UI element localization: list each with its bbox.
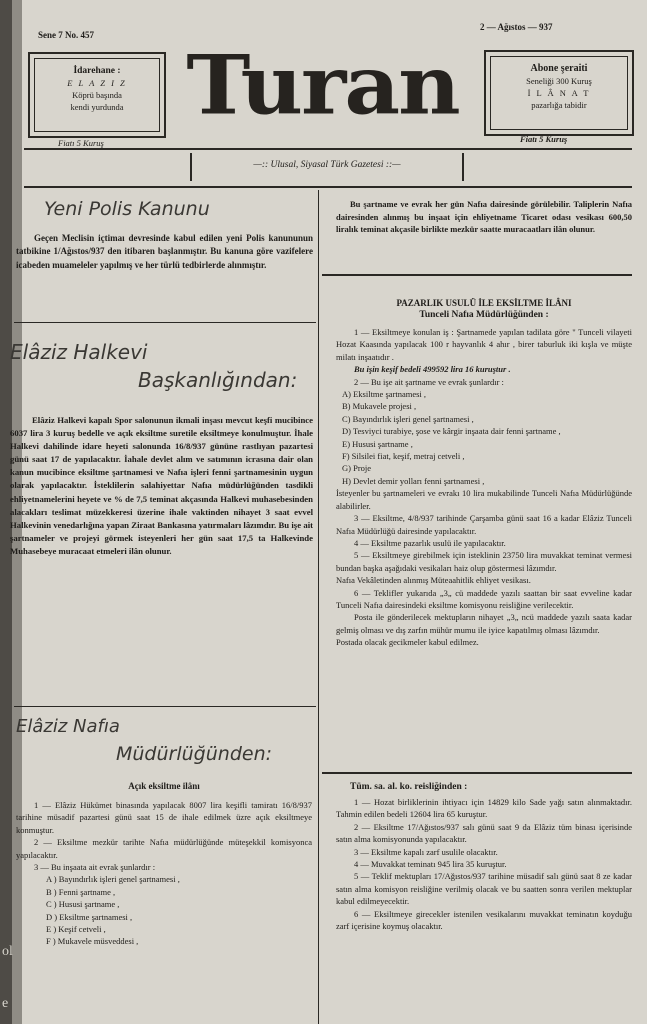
article-list [16, 799, 312, 948]
list-item: 2 — Bu işe ait şartname ve evrak şunlardır : [354, 376, 504, 387]
article-body: Geçen Meclisin içtimaı devresinde kabul edilen yeni Polis kanununun tatbikine 1/Ağıstos/937 den itibaren başlanmıştır. Bu kanuna göre vazifelere icabeden muameleler yapılmış ve her türlü tedbirlerde alınmıştır. [16, 233, 313, 270]
article-tunceli-nafia [336, 298, 632, 649]
column-divider [318, 190, 319, 1024]
list-item: 6 — Eksiltmeye girecekler istenilen vesikalarını muvakkat teminatın koyduğu zarf içerisine koymuş olacaktır. [336, 908, 632, 932]
article-title: PAZARLIK USULÜ İLE EKSİLTME İLÂNI [396, 298, 572, 308]
list-item: F) Silsilei fiat, keşif, metraj cetveli , [342, 451, 465, 462]
list-item: A ) Bayındırlık işleri genel şartnamesi , [46, 874, 180, 885]
article-halkevi [10, 340, 313, 558]
tagline: —:: Ulusal, Siyasal Türk Gazetesi ::— [253, 160, 401, 170]
list-item: 3 — Eksiltme, 4/8/937 tarihinde Çarşamba günü saat 16 a kadar Elâziz Tunceli Nafıa Müdürlüğü dairesinde yapılacaktır. [336, 513, 632, 536]
article-separator [322, 274, 632, 276]
list-item: 2 — Eksiltme mezkür tarihte Nafıa müdürlüğünde müteşekkil komisyonca yapılacaktır. [16, 837, 312, 860]
list-item: D) Tesviyci turabiye, şose ve kârgir inşaata dair fenni şartname , [342, 426, 561, 437]
list-item: 4 — Muvakkat teminatı 945 lira 35 kuruştur. [354, 859, 507, 870]
list-item: B) Mukavele projesi , [342, 401, 417, 412]
admin-line-4: kendi yurdunda [70, 102, 124, 112]
masthead-rule-bottom [24, 186, 632, 188]
list-item: F ) Mukavele müsveddesi , [46, 936, 139, 947]
list-item: E) Hususi şartname , [342, 438, 413, 449]
list-item: 5 — Teklif mektupları 17/Ağıstos/937 tarihine müsadif salı günü saat 8 ze kadar satın alma komisyon reisliğine verilmiş olacak ve bu saatten sonra verilen mektuplar kabul edilmeyecektir. [336, 871, 632, 907]
price-right: Fiatı 5 Kuruş [520, 134, 568, 144]
list-item: B ) Fenni şartname , [46, 886, 116, 897]
article-continued-notice [336, 198, 632, 236]
list-item: A) Eksiltme şartnamesi , [342, 389, 427, 400]
article-heading: Tüm. sa. al. ko. reisliğinden : [350, 782, 468, 792]
sub-line-2: Seneliği 300 Kuruş [526, 76, 592, 86]
article-list [336, 796, 632, 932]
list-item: 1 — Eksiltmeye konulan iş : Şartnamede yapılan tadilata göre " Tunceli vilayeti Hozat Kaasında yapılacak 100 r hayvanlık 4 ahır , birer taburluk iki kışla ve müşte milatı inşaatıdır . [336, 327, 632, 362]
margin-fragment: ol [2, 944, 13, 959]
article-body: Bu şartname ve evrak her gün Nafıa dairesinde görülebilir. Taliplerin Nafıa dairesinden alınmış bu inşaat için ehliyetname Ticaret odası vesikası 600,50 liralık teminat akçasile birlikte mezkür saatte muracaatları ilân olunur. [336, 199, 632, 234]
article-nafia-elaziz [16, 716, 312, 948]
list-item: Postada olacak gecikmeler kabul edilmez. [336, 637, 479, 648]
list-item: E ) Keşif cetveli , [46, 924, 106, 935]
article-subheading: Müdürlüğünden: [116, 743, 273, 765]
issue-number: Sene 7 No. 457 [38, 30, 94, 40]
list-item: 6 — Teklifler yukarıda „3„ cü maddede yazılı saattan bir saat evveline kadar Tunceli Nafıa dairesindeki eksiltme komisyonu reisliğine verilecektir. [336, 587, 632, 610]
margin-fragment: e [2, 996, 9, 1011]
list-item: G) Proje [342, 463, 372, 474]
subscription-box [484, 50, 634, 136]
sub-line-1: Abone şeraiti [530, 63, 588, 74]
list-item: H) Devlet demir yolları fenni şartnamesi , [342, 475, 485, 486]
article-subheading: Başkanlığından: [138, 368, 298, 392]
list-item: C ) Hususi şartname , [46, 899, 120, 910]
sub-line-3: İ L Â N A T [527, 88, 591, 98]
issue-date: 2 — Ağıstos — 937 [480, 22, 553, 32]
article-heading: Yeni Polis Kanunu [44, 198, 210, 220]
list-item: Posta ile gönderilecek mektupların nihayet „3„ ncü maddede yazılı saata kadar gelmiş olması ve dış zarfın mühür mumu ile iyice kapatılmış olması lâzımdır. [336, 612, 632, 635]
list-item: Bu işin keşif bedeli 499592 lira 16 kuruştur . [354, 364, 511, 375]
admin-line-2: E L A Z I Z [67, 78, 127, 88]
article-title: Açık eksiltme ilânı [128, 781, 200, 791]
list-item: İsteyenler bu şartnameleri ve evrakı 10 lira mukabilinde Tunceli Nafıa Müdürlüğünde alabilirler. [336, 488, 632, 511]
tagline-box [190, 153, 464, 181]
admin-line-3: Köprü başında [72, 90, 122, 100]
article-heading: Elâziz Halkevi [10, 340, 148, 364]
masthead-rule-top [24, 148, 632, 150]
price-left: Fiatı 5 Kuruş [58, 138, 104, 148]
sub-line-4: pazarlığa tabidir [531, 100, 587, 110]
article-separator [14, 322, 316, 323]
list-item: 4 — Eksiltme pazarlık usulü ile yapılacaktır. [354, 537, 506, 548]
article-separator [14, 706, 316, 707]
article-heading: Elâziz Nafıa [16, 716, 120, 737]
list-item: D ) Eksiltme şartnamesi , [46, 911, 133, 922]
list-item: 3 — Bu inşaata ait evrak şunlardır : [34, 862, 156, 873]
admin-line-1: İdarehane : [73, 66, 121, 76]
article-separator [322, 772, 632, 774]
list-item: 2 — Eksiltme 17/Ağıstos/937 salı günü saat 9 da Elâziz tüm binası içerisinde satın alma komisyonunda yapılacaktır. [336, 821, 632, 845]
article-yeni-polis [16, 198, 313, 272]
article-list [336, 326, 632, 649]
list-item: C) Bayındırlık işleri genel şartnamesi , [342, 413, 474, 424]
newspaper-title: Turan [186, 37, 459, 134]
admin-box [28, 52, 166, 138]
article-body: Elâziz Halkevi kapalı Spor salonunun ikmali inşası mevcut keşfi mucibince 6037 lira 3 kuruş bedelle ve açık eksiltme suretile eksiltmeye konulmuştur. İhale Halkevi dahilinde idare heyeti salonunda 16/8/937 gününe rastlıyan pazartesi günü saat 17 de yapılacaktır. İahale devlet alım ve satımının icrasına dair olan kanun mucibince eksiltme şartnamesi ve Nafıa işleri fenni şartnamesinin uygun olarak yapılacaktır. İsteklilerin salahiyettar Nafıa müdürlüğünden tasdikli ehliyetnamelerini heyete ve % de 7,5 teminat akçasında Halkevi muhasebesinden alacakları teslimat müzekkeresi üzerine ihale vaktinden nihayet 3 saat evvel Halkevinin venedarlığına yapan Ziraat Bankasına yatırmaları lâzımdır. Bu işe ait şartnameler ve projeyi görmek isteyenleri her gün saat 17,5 ta Halkevinde Muhasebeye muracaat etmeleri ilân olunur. [10, 415, 313, 556]
list-item: 3 — Eksiltme kapalı zarf usulile olacaktır. [354, 846, 498, 857]
list-item: Nafıa Vekâletinden alınmış Müteaahitlik ehliyet vesikası. [336, 575, 531, 586]
article-subheading: Tunceli Nafıa Müdürlüğünden : [419, 310, 549, 320]
list-item: 5 — Eksiltmeye girebilmek için isteklinin 23750 lira muvakkat teminat vermesi bundan başka aşağıdaki vesikaları haiz olup göstermesi lâzımdır. [336, 550, 632, 573]
article-tum-sa-al [336, 782, 632, 932]
list-item: 1 — Elâziz Hükümet binasında yapılacak 8007 lira keşifli tamiratı 16/8/937 tarihine müsadif pazartesi günü saat 15 de ihale edilmek üzre açık eksiltmeye konmuştur. [16, 800, 312, 835]
list-item: 1 — Hozat birliklerinin ihtiyacı için 14829 kilo Sade yağı satın alınmaktadır. Tahmin edilen bedeli 12604 lira 65 kuruştur. [336, 797, 632, 820]
